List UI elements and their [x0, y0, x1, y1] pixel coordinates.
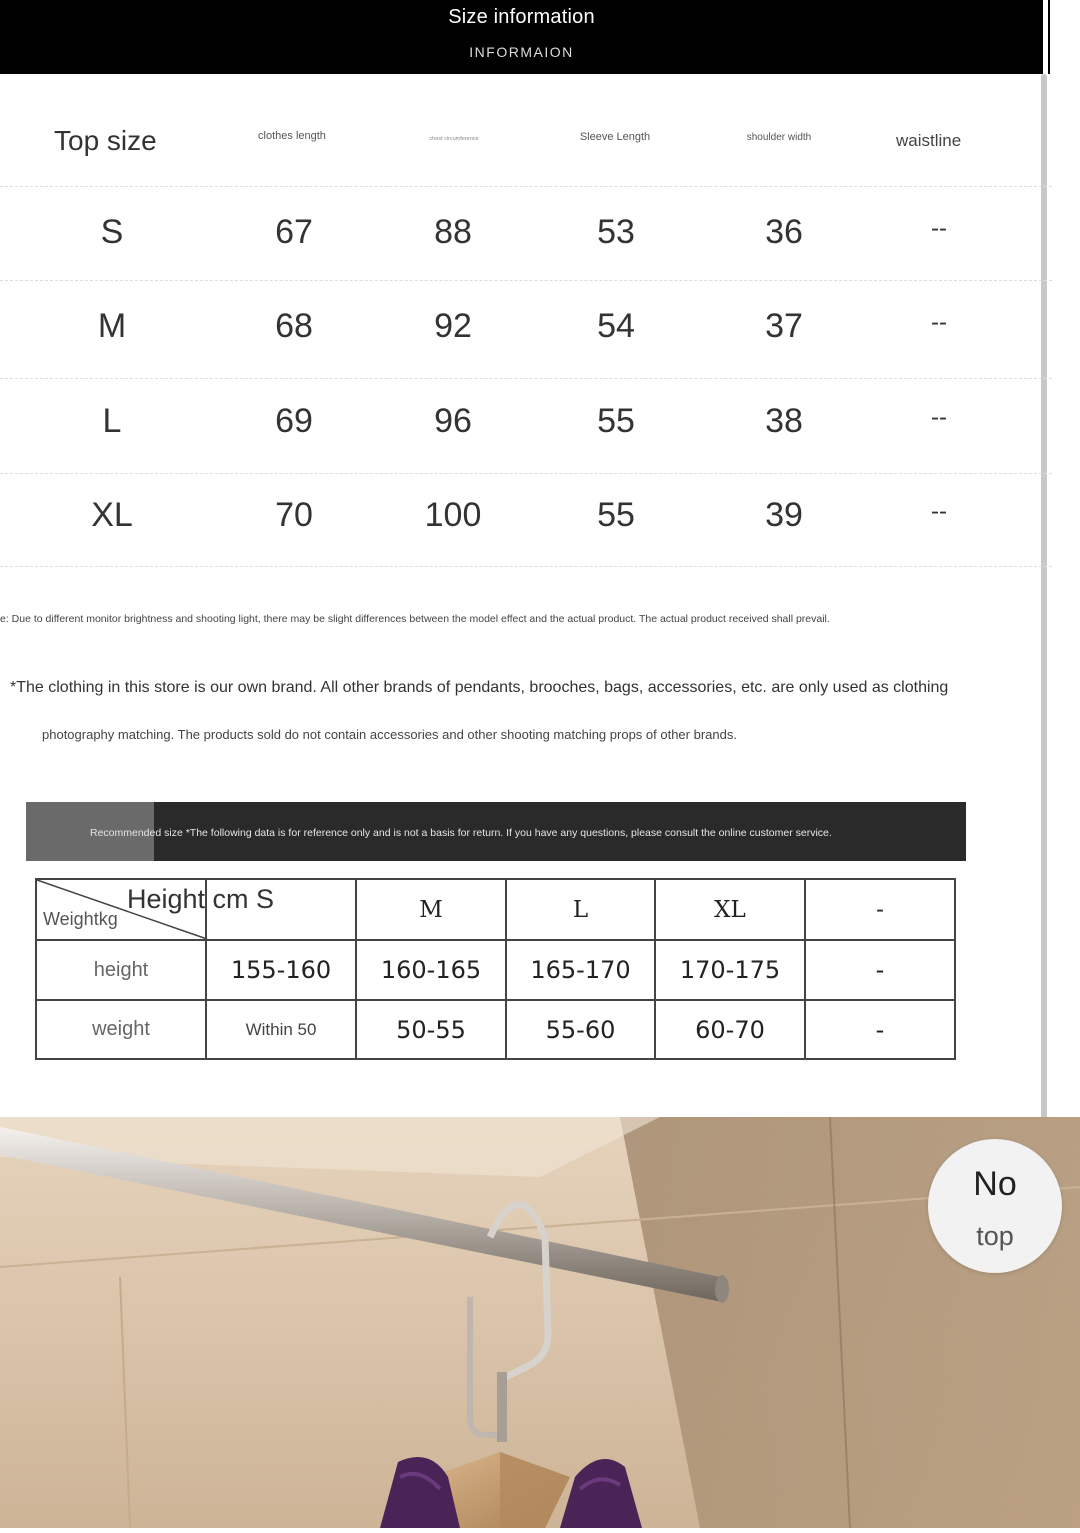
weight-cell: 50-55	[356, 1000, 506, 1059]
divider	[0, 473, 1052, 474]
divider	[0, 378, 1052, 379]
brand-note-line2: photography matching. The products sold do not contain accessories and other shooting matching props of other brands.	[42, 727, 737, 742]
sleeve-length-cell: 55	[597, 496, 635, 534]
waistline-cell: --	[931, 404, 947, 431]
weight-cell: 60-70	[655, 1000, 805, 1059]
corner-height-label: Height cm S	[127, 884, 275, 914]
size-cell: XL	[91, 496, 133, 534]
sleeve-length-cell: 54	[597, 307, 635, 345]
shoulder-width-cell: 36	[765, 213, 803, 251]
weight-cell: 55-60	[506, 1000, 655, 1059]
clothes-length-cell: 69	[275, 402, 313, 440]
col-header-clothes-length: clothes length	[258, 130, 326, 142]
disclaimer-note: e: Due to different monitor brightness and shooting light, there may be slight differences between the model effect and the actual product. The actual product received shall prevail.	[0, 613, 830, 625]
divider	[0, 280, 1052, 281]
col-header-chest: chest circumference	[429, 136, 479, 142]
weight-cell: -	[805, 1000, 955, 1059]
height-cell: 160-165	[356, 940, 506, 1000]
top-size-label: Top size	[54, 125, 157, 156]
col-header-waistline: waistline	[896, 131, 962, 150]
no-top-badge[interactable]	[928, 1139, 1062, 1273]
waistline-cell: --	[931, 309, 947, 336]
height-cell: 165-170	[506, 940, 655, 1000]
scrollbar[interactable]	[1041, 74, 1047, 1146]
divider	[0, 186, 1052, 187]
clothes-length-cell: 68	[275, 307, 313, 345]
height-cell: 155-160	[206, 940, 356, 1000]
clothes-length-cell: 67	[275, 213, 313, 251]
weight-cell: Within 50	[206, 1000, 356, 1059]
badge-line1: No	[973, 1165, 1017, 1203]
size-header-cell: -	[805, 879, 955, 940]
chest-cell: 96	[434, 402, 472, 440]
corner-header-cell	[36, 879, 275, 940]
shoulder-width-cell: 37	[765, 307, 803, 345]
shoulder-width-cell: 39	[765, 496, 803, 534]
row-label-weight: weight	[36, 1000, 206, 1059]
size-info-banner	[0, 0, 1043, 74]
size-cell: S	[100, 213, 124, 251]
recommended-size-text: Recommended size *The following data is for reference only and is not a basis for return. If you have any questions, please consult the online customer service.	[90, 827, 832, 839]
banner-title: Size information	[448, 6, 595, 28]
recommended-size-bar	[26, 802, 966, 861]
chest-cell: 88	[434, 213, 472, 251]
corner-weight-label: Weightkg	[43, 909, 118, 929]
size-header-cell: XL	[655, 879, 805, 940]
brand-note-line1: *The clothing in this store is our own brand. All other brands of pendants, brooches, bags, accessories, etc. are only used as clothing	[10, 679, 949, 696]
badge-line2: top	[976, 1221, 1014, 1251]
size-cell: M	[97, 307, 127, 345]
height-cell: -	[805, 940, 955, 1000]
size-cell: L	[102, 402, 122, 440]
banner-edge-line	[1048, 0, 1050, 74]
col-header-shoulder-width: shoulder width	[746, 132, 812, 143]
sleeve-length-cell: 55	[597, 402, 635, 440]
product-photo	[0, 1117, 1080, 1528]
row-label-height: height	[36, 940, 206, 1000]
waistline-cell: --	[931, 498, 947, 525]
sleeve-length-cell: 53	[597, 213, 635, 251]
col-header-sleeve-length: Sleeve Length	[579, 131, 651, 143]
recommended-size-table	[35, 878, 956, 1060]
chest-cell: 92	[434, 307, 472, 345]
height-cell: 170-175	[655, 940, 805, 1000]
shoulder-width-cell: 38	[765, 402, 803, 440]
chest-cell: 100	[424, 496, 482, 534]
banner-subtitle: INFORMAION	[469, 44, 574, 60]
waistline-cell: --	[931, 215, 947, 242]
hanger-photo-illustration	[0, 1117, 1080, 1528]
divider	[0, 566, 1052, 567]
size-header-cell: L	[506, 879, 655, 940]
size-header-cell: M	[356, 879, 506, 940]
clothes-length-cell: 70	[275, 496, 313, 534]
